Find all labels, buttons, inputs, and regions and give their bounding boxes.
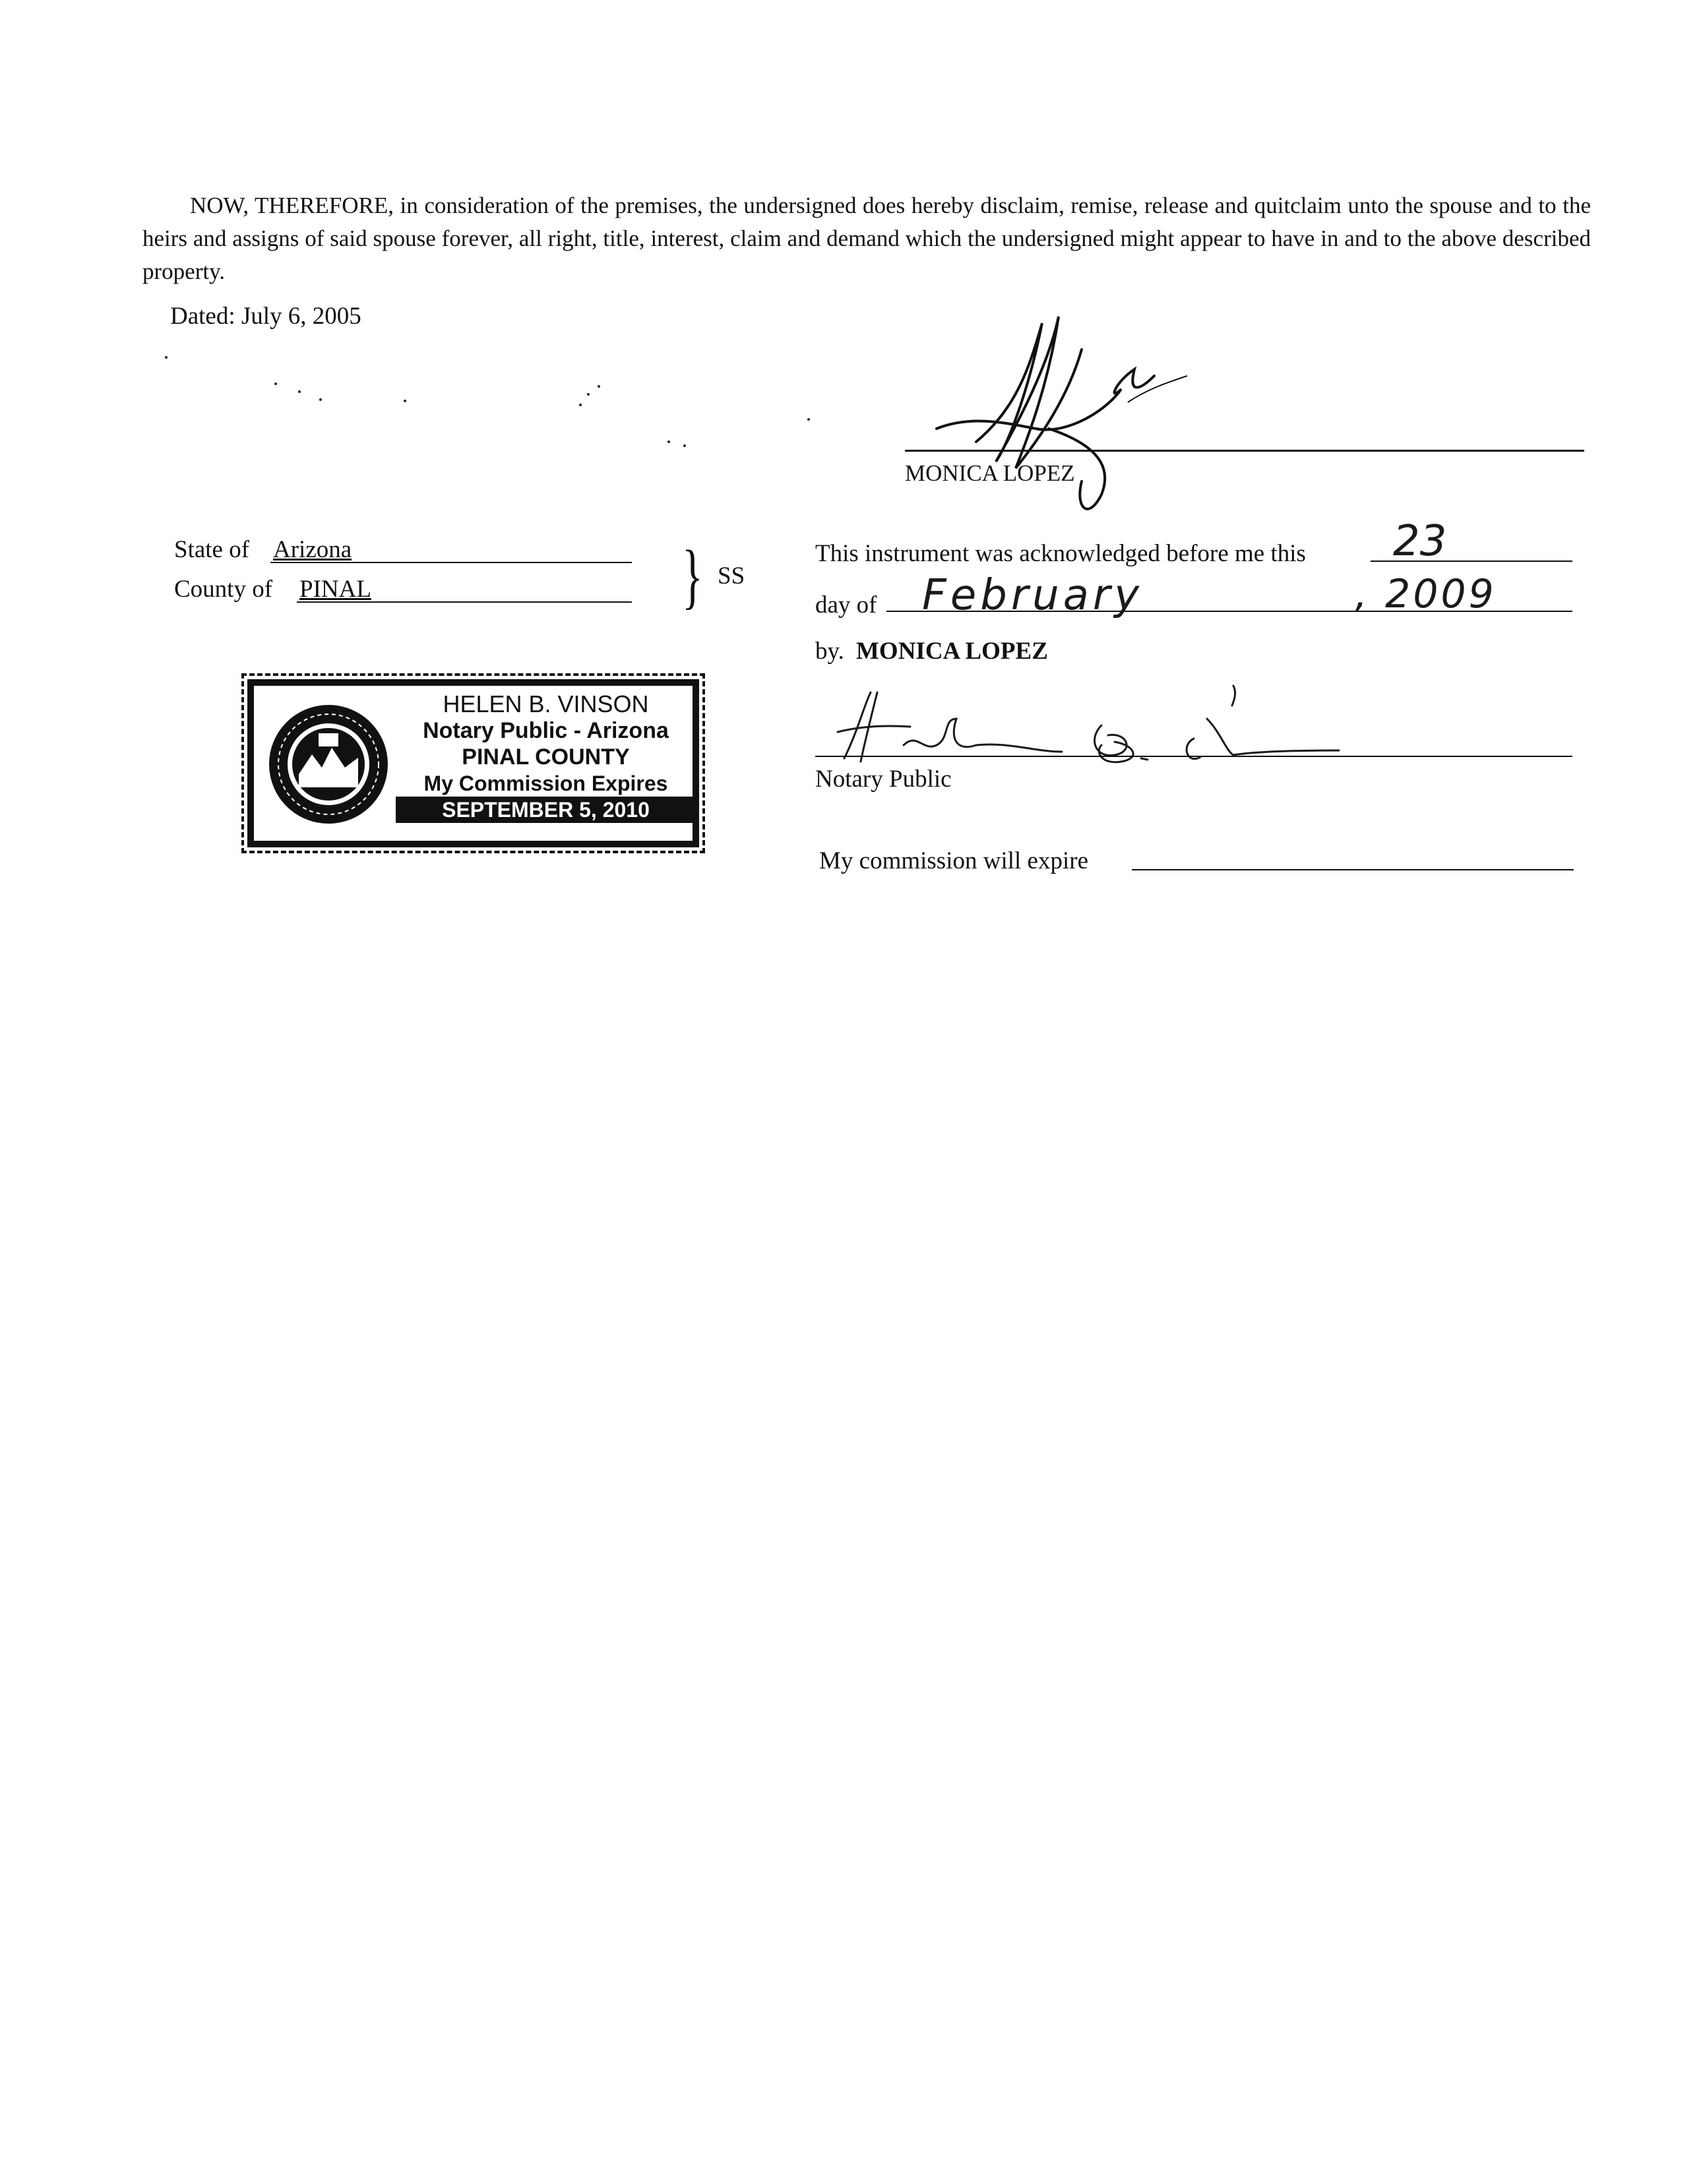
by-name: MONICA LOPEZ: [856, 638, 1048, 665]
county-value: PINAL: [299, 576, 371, 603]
signer-name: MONICA LOPEZ: [905, 460, 1075, 486]
stamp-title: Notary Public - Arizona: [423, 718, 669, 743]
stamp-county: PINAL COUNTY: [462, 744, 630, 770]
stamp-text-block: [396, 691, 696, 823]
ss-label: SS: [718, 562, 745, 590]
commission-label: My commission will expire: [819, 847, 1088, 874]
commission-line: [1132, 869, 1574, 870]
brace-glyph: }: [682, 535, 703, 616]
state-label: State of: [174, 536, 250, 563]
monica-lopez-signature: [917, 310, 1194, 528]
county-line: [297, 601, 632, 603]
stamp-expires-date: SEPTEMBER 5, 2010: [396, 797, 696, 823]
acknowledgment-line1: This instrument was acknowledged before me this: [815, 540, 1306, 567]
state-value: Arizona: [273, 536, 352, 563]
stamp-expires-label: My Commission Expires: [423, 772, 668, 795]
acknowledgment-line2: day of: [815, 592, 877, 619]
stamp-name: HELEN B. VINSON: [443, 690, 649, 717]
handwritten-month: February: [922, 571, 1144, 620]
state-line: [270, 562, 632, 563]
signer-signature-line: [905, 450, 1584, 452]
dated-line: Dated: July 6, 2005: [170, 303, 361, 330]
notary-signature-line: [815, 756, 1572, 757]
notary-signature: [824, 679, 1365, 772]
county-label: County of: [174, 576, 273, 603]
state-seal-icon: [266, 702, 391, 827]
notary-public-label: Notary Public: [815, 766, 952, 793]
by-label: by.: [815, 638, 844, 665]
handwritten-day: 23: [1393, 517, 1447, 566]
quitclaim-paragraph: NOW, THEREFORE, in consideration of the premises, the undersigned does hereby disclaim, remise, release and quitclaim unto the spouse and to the heirs and assigns of said spouse forever, all right, title, interest, claim and demand which the undersigned might appear to have in and to the above described property.: [142, 193, 1591, 284]
notary-stamp: [247, 679, 699, 847]
handwritten-year: , 2009: [1355, 571, 1497, 617]
